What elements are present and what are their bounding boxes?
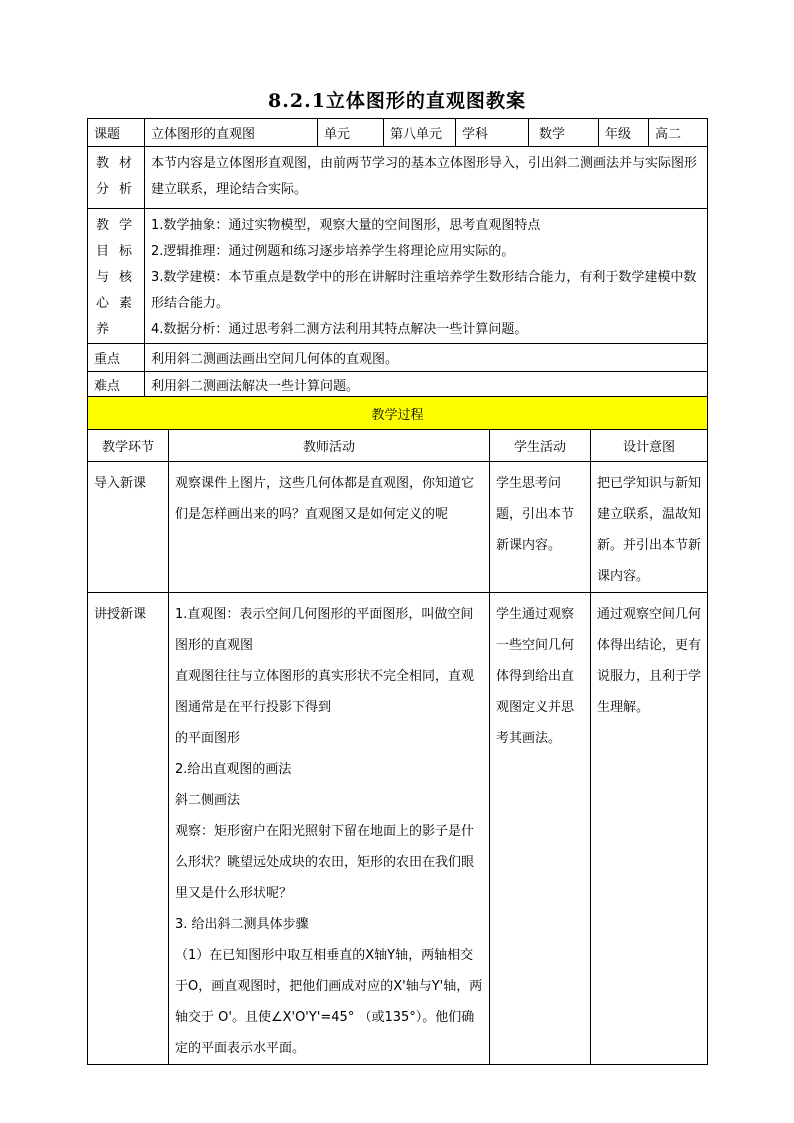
subject-value: 数学 bbox=[529, 119, 599, 147]
teacher-activity-cell: 观察课件上图片，这些几何体都是直观图，你知道它们是怎样画出来的吗？直观图又是如何定义的呢 bbox=[169, 462, 490, 593]
analysis-label: 教材 分析 bbox=[88, 147, 145, 209]
teacher-activity-cell: 1.直观图：表示空间几何图形的平面图形，叫做空间图形的直观图 直观图往往与立体图形的真实形状不完全相同，直观图通常是在平行投影下得到 的平面图形 2.给出直观图的画法 斜二侧画法 观察：矩形窗户在阳光照射下留在地面上的影子是什么形状？眺望远处成块的农田，矩形的农田在我们眼里又是什么形状呢？ 3. 给出斜二测具体步骤 （1）在已知图形中取互相垂直的X轴Y轴，两轴相交于O，画直观图时，把他们画成对应的X'轴与Y'轴，两轴交于 O'。且使∠X'O'Y'=45° （或135°）。他们确定的平面表示水平面。 bbox=[169, 593, 490, 1065]
page-title: 8.2.1立体图形的直观图教案 bbox=[268, 90, 526, 112]
goal-item: 2.逻辑推理：通过例题和练习逐步培养学生将理论应用实际的。 bbox=[151, 244, 515, 259]
student-activity-cell: 学生通过观察一些空间几何体得到给出直观图定义并思考其画法。 bbox=[490, 593, 591, 1065]
goal-item: 4.数据分析：通过思考斜二测方法利用其特点解决一些计算问题。 bbox=[151, 322, 528, 337]
unit-label: 单元 bbox=[318, 119, 384, 147]
unit-value: 第八单元 bbox=[384, 119, 456, 147]
design-intent-cell: 把已学知识与新知建立联系，温故知新。并引出本节新课内容。 bbox=[591, 462, 708, 593]
goal-item: 1.数学抽象：通过实物模型，观察大量的空间图形，思考直观图特点 bbox=[151, 218, 541, 233]
table-row bbox=[88, 462, 708, 593]
grade-value: 高二 bbox=[649, 119, 708, 147]
column-header-intent: 设计意图 bbox=[591, 430, 708, 462]
process-heading: 教学过程 bbox=[88, 397, 708, 430]
teaching-process-table bbox=[87, 396, 708, 1065]
difficulty-text: 利用斜二测画法解决一些计算问题。 bbox=[145, 372, 708, 398]
analysis-text: 本节内容是立体图形直观图，由前两节学习的基本立体图形导入，引出斜二测画法并与实际图形建立联系，理论结合实际。 bbox=[145, 147, 708, 209]
table-row bbox=[88, 593, 708, 1065]
difficulty-label: 难点 bbox=[88, 372, 145, 398]
key-point-text: 利用斜二测画法画出空间几何体的直观图。 bbox=[145, 344, 708, 372]
topic-value: 立体图形的直观图 bbox=[145, 119, 318, 147]
key-point-label: 重点 bbox=[88, 344, 145, 372]
subject-label: 学科 bbox=[456, 119, 529, 147]
column-header-teacher: 教师活动 bbox=[169, 430, 490, 462]
grade-label: 年级 bbox=[599, 119, 649, 147]
column-header-student: 学生活动 bbox=[490, 430, 591, 462]
design-intent-cell: 通过观察空间几何体得出结论，更有说服力，且利于学生理解。 bbox=[591, 593, 708, 1065]
column-header-stage: 教学环节 bbox=[88, 430, 169, 462]
goals-list bbox=[145, 209, 708, 344]
goal-item: 3.数学建模：本节重点是数学中的形在讲解时注重培养学生数形结合能力，有利于数学建模中数形结合能力。 bbox=[151, 270, 697, 311]
stage-cell: 导入新课 bbox=[88, 462, 169, 593]
stage-cell: 讲授新课 bbox=[88, 593, 169, 1065]
topic-label: 课题 bbox=[88, 119, 145, 147]
student-activity-cell: 学生思考问题，引出本节新课内容。 bbox=[490, 462, 591, 593]
lesson-info-table bbox=[87, 118, 708, 398]
goals-label: 教学 目标 与核 心素 养 bbox=[88, 209, 145, 344]
